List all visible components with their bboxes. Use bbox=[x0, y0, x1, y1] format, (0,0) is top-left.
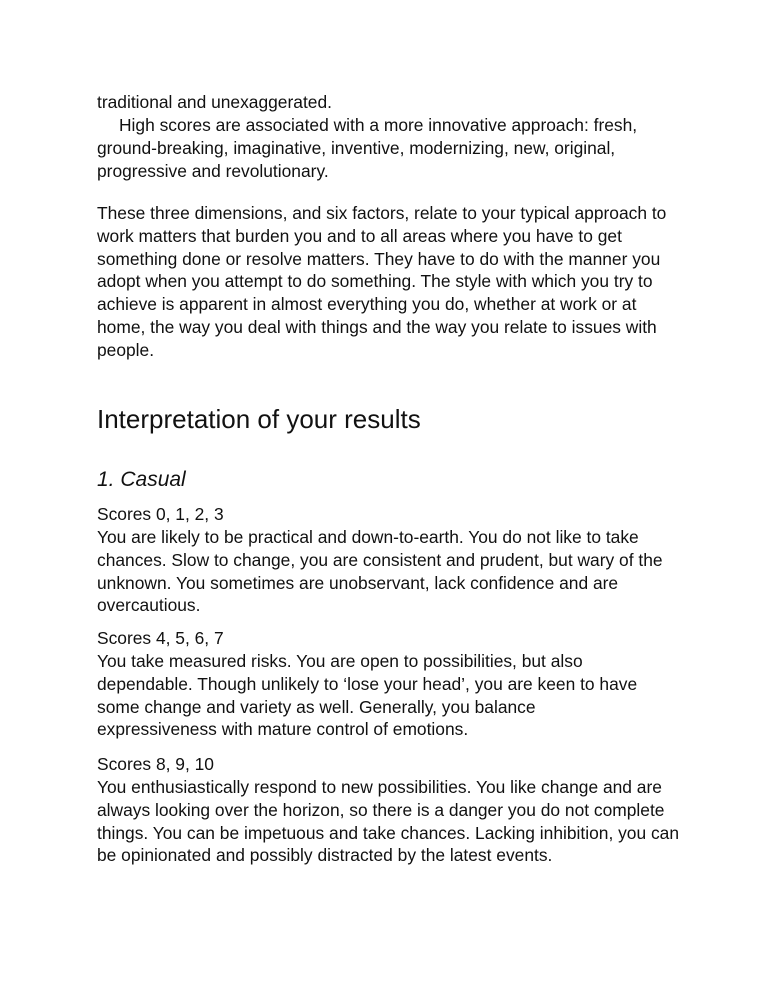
score-band-label: Scores 4, 5, 6, 7 bbox=[97, 628, 224, 648]
dimensions-paragraph: These three dimensions, and six factors, relate to your typical approach to work matters that burden you and to all areas where you have to get something done or resolve matters. They have to do with the manner you adopt when you attempt to do something. The style with which you try to achieve is apparent in almost everything you do, whether at work or at home, the way you deal with things and the way you relate to issues with people. bbox=[97, 203, 667, 360]
score-band-label: Scores 0, 1, 2, 3 bbox=[97, 504, 224, 524]
score-band-text: You enthusiastically respond to new possibilities. You like change and are always looking over the horizon, so there is a danger you do not complete things. You can be impetuous and take chances. Lacking inhibition, you can be opinionated and possibly distracted by the latest events. bbox=[97, 777, 680, 866]
intro-continued-line: traditional and unexaggerated. bbox=[97, 92, 332, 112]
score-band-label: Scores 8, 9, 10 bbox=[97, 754, 214, 774]
score-band-text: You take measured risks. You are open to possibilities, but also dependable. Though unlikely to ‘lose your head’, you are keen to have some change and variety as well. Generally, you balance expressiveness with mature control of emotions. bbox=[97, 651, 638, 740]
score-band-text: You are likely to be practical and down-to-earth. You do not like to take chances. Slow to change, you are consistent and prudent, but wary of the unknown. You sometimes are unobservant, lack confidence and are overcautious. bbox=[97, 527, 663, 616]
high-scores-paragraph: High scores are associated with a more innovative approach: fresh, ground-breaking, imaginative, inventive, modernizing, new, original, progressive and revolutionary. bbox=[97, 115, 638, 181]
section-title: Interpretation of your results bbox=[97, 404, 421, 434]
subsection-title: 1. Casual bbox=[97, 468, 186, 491]
